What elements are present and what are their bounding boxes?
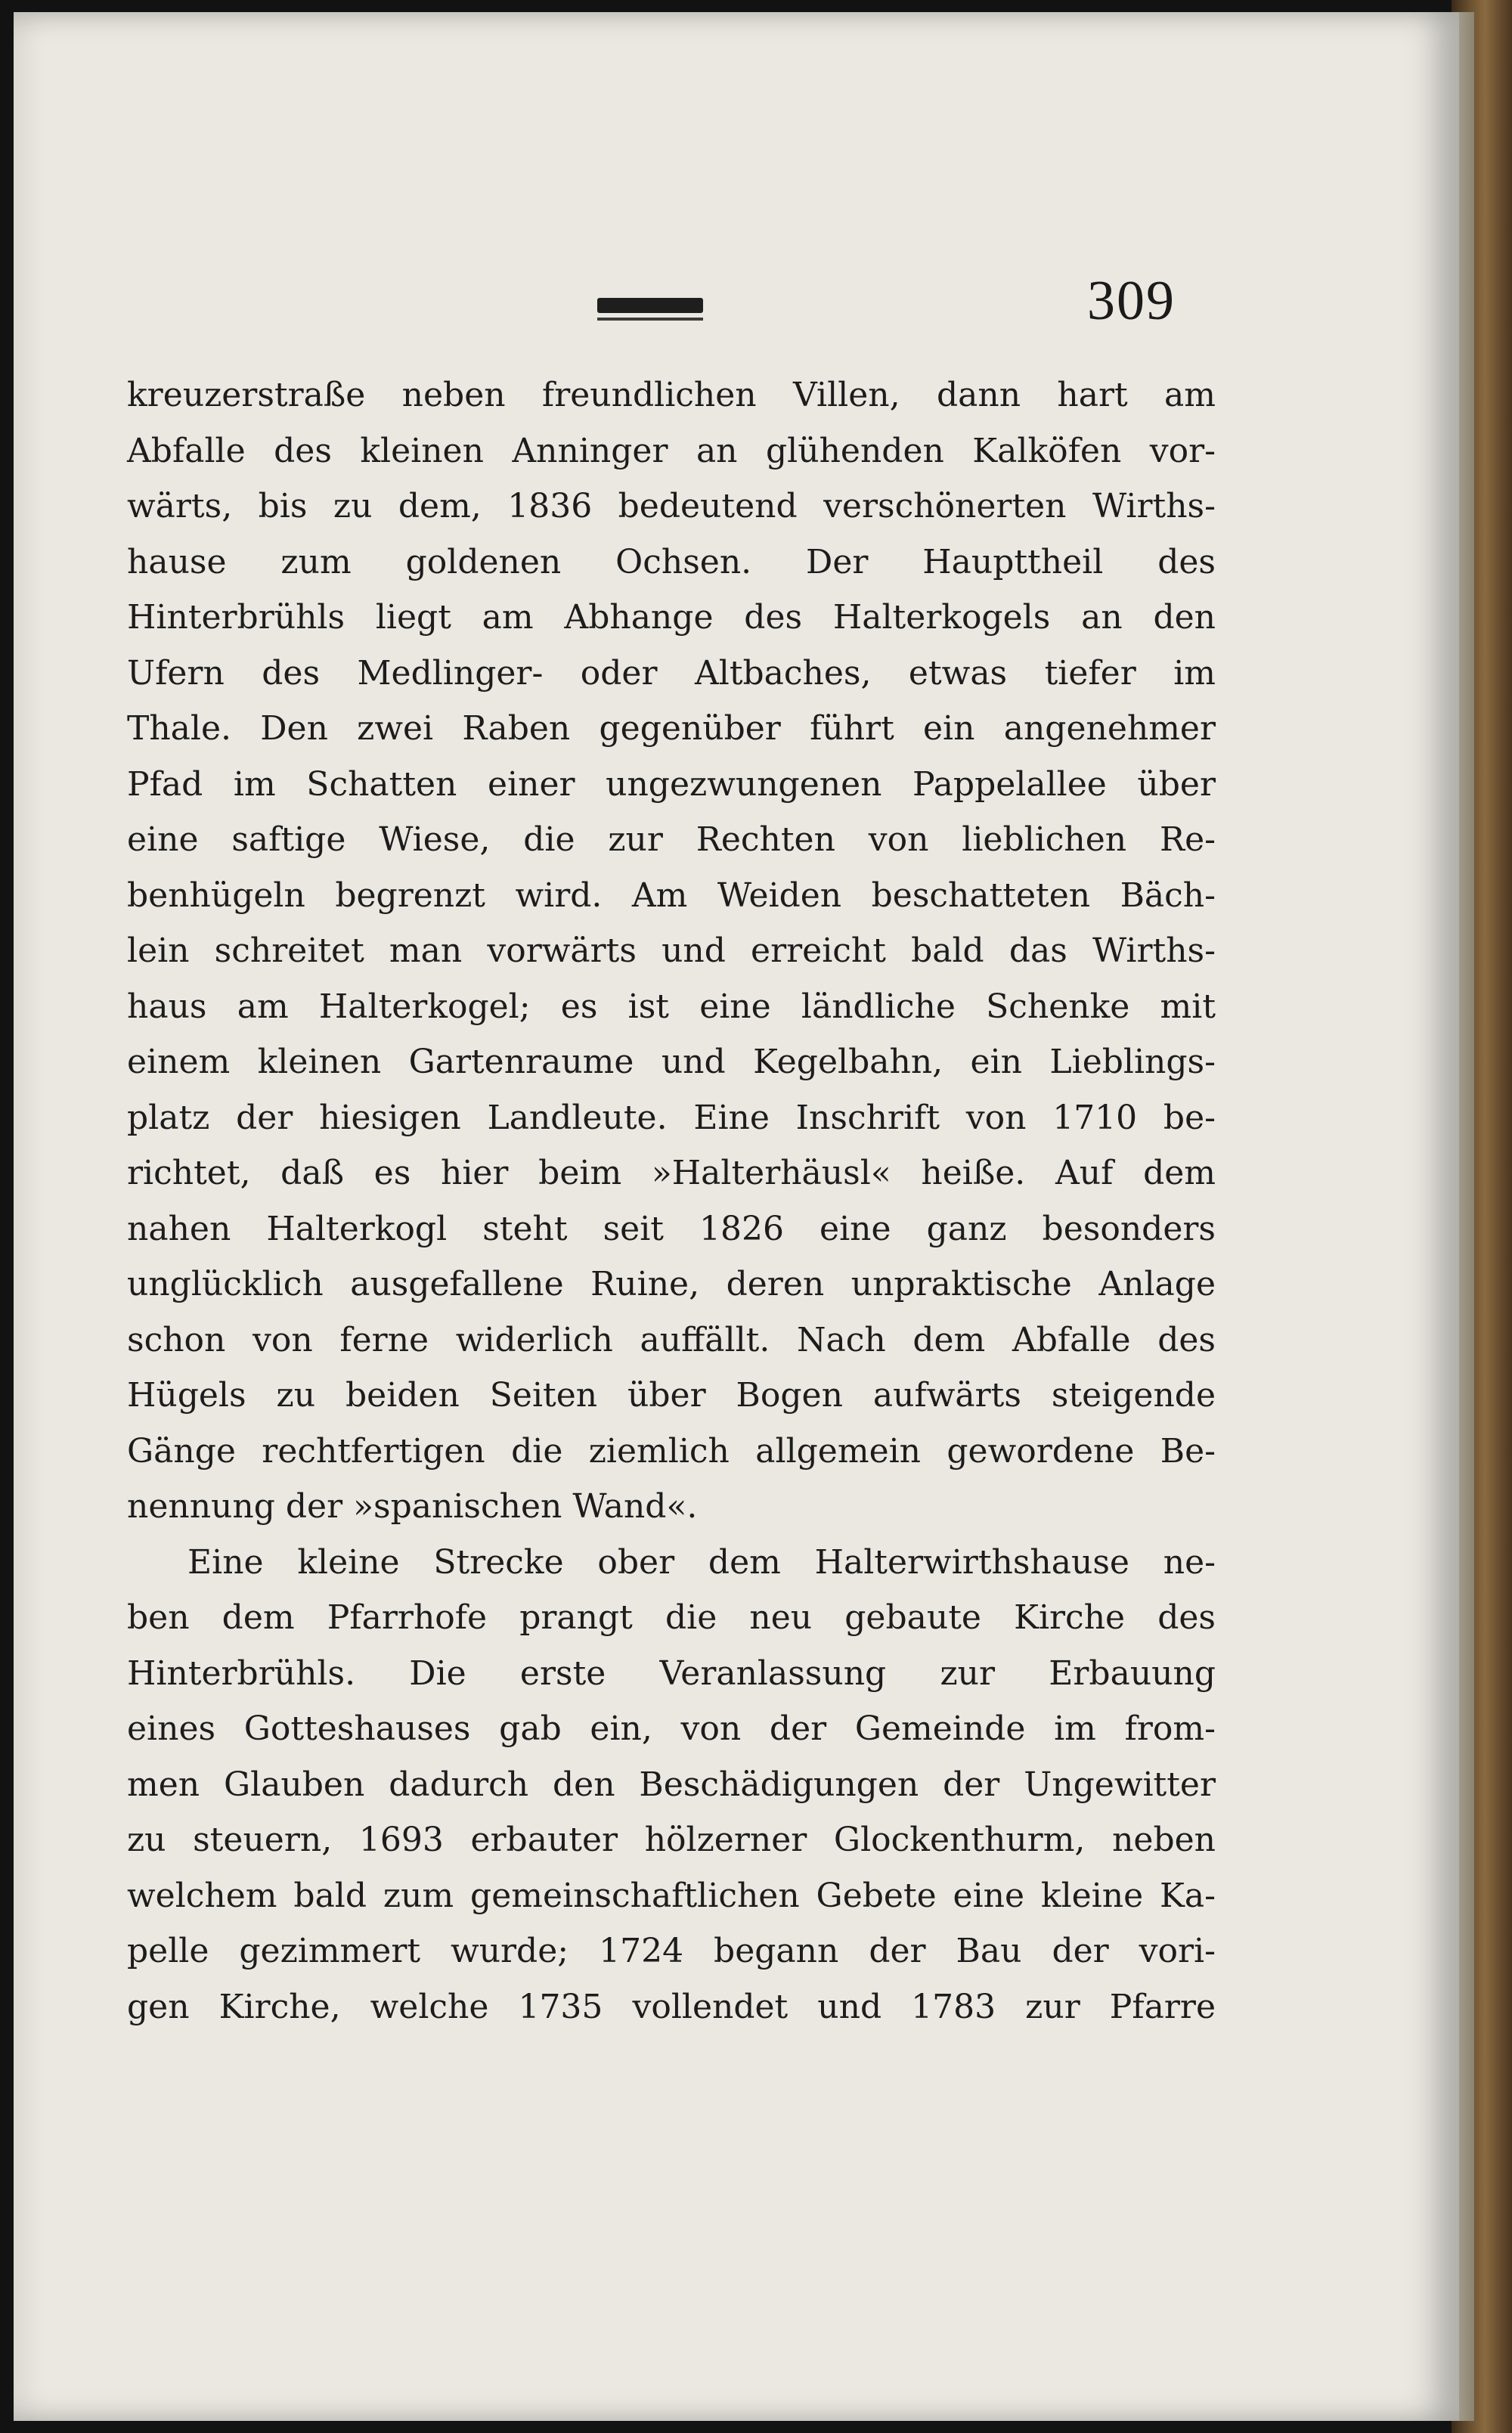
text-line: pelle gezimmert wurde; 1724 begann der Bau der vori- — [127, 1932, 1216, 1970]
text-line: lein schreitet man vorwärts und erreicht bald das Wirths- — [127, 931, 1216, 970]
header-rule — [597, 298, 703, 313]
text-line: schon von ferne widerlich auffällt. Nach dem Abfalle des — [127, 1320, 1216, 1359]
text-line: unglücklich ausgefallene Ruine, deren unpraktische Anlage — [127, 1265, 1216, 1303]
text-line: kreuzerstraße neben freundlichen Villen, dann hart am — [127, 376, 1216, 414]
text-line: zu steuern, 1693 erbauter hölzerner Glockenthurm, neben — [127, 1821, 1216, 1859]
text-line: nennung der »spanischen Wand«. — [127, 1487, 698, 1526]
body-text — [127, 367, 1216, 2035]
text-line: wärts, bis zu dem, 1836 bedeutend verschönerten Wirths- — [127, 487, 1216, 525]
text-line: haus am Halterkogel; es ist eine ländliche Schenke mit — [127, 987, 1216, 1026]
text-line: gen Kirche, welche 1735 vollendet und 1783 zur Pfarre — [127, 1987, 1216, 2026]
text-line: Ufern des Medlinger- oder Altbaches, etwas tiefer im — [127, 653, 1216, 693]
text-line: welchem bald zum gemeinschaftlichen Gebete eine kleine Ka- — [127, 1876, 1216, 1915]
text-line: ben dem Pfarrhofe prangt die neu gebaute Kirche des — [127, 1598, 1216, 1637]
text-line: Hinterbrühls liegt am Abhange des Halterkogels an den — [127, 598, 1216, 637]
text-line: eines Gotteshauses gab ein, von der Gemeinde im from- — [127, 1709, 1216, 1748]
text-line: einem kleinen Gartenraume und Kegelbahn, ein Lieblings- — [127, 1043, 1216, 1081]
page-number: 309 — [1087, 270, 1176, 332]
text-line: Pfad im Schatten einer ungezwungenen Pappelallee über — [127, 764, 1216, 804]
text-line: Hügels zu beiden Seiten über Bogen aufwärts steigende — [127, 1376, 1216, 1415]
text-line: hause zum goldenen Ochsen. Der Haupttheil des — [127, 542, 1216, 581]
text-line: nahen Halterkogl steht seit 1826 eine ganz besonders — [127, 1209, 1216, 1248]
text-line: platz der hiesigen Landleute. Eine Inschrift von 1710 be- — [127, 1098, 1216, 1137]
book-page — [14, 12, 1459, 2421]
text-line: eine saftige Wiese, die zur Rechten von lieblichen Re- — [127, 820, 1216, 859]
text-line: Abfalle des kleinen Anninger an glühenden Kalköfen vor- — [127, 431, 1216, 470]
text-line: men Glauben dadurch den Beschädigungen der Ungewitter — [127, 1765, 1216, 1804]
text-line: richtet, daß es hier beim »Halterhäusl« heiße. Auf dem — [127, 1154, 1216, 1192]
text-line: Thale. Den zwei Raben gegenüber führt ein angenehmer — [127, 709, 1216, 748]
text-line: Hinterbrühls. Die erste Veranlassung zur Erbauung — [127, 1654, 1216, 1693]
text-line: Gänge rechtfertigen die ziemlich allgemein gewordene Be- — [127, 1431, 1216, 1471]
text-line: benhügeln begrenzt wird. Am Weiden beschatteten Bäch- — [127, 876, 1216, 915]
text-line: Eine kleine Strecke ober dem Halterwirthshause ne- — [187, 1542, 1216, 1582]
